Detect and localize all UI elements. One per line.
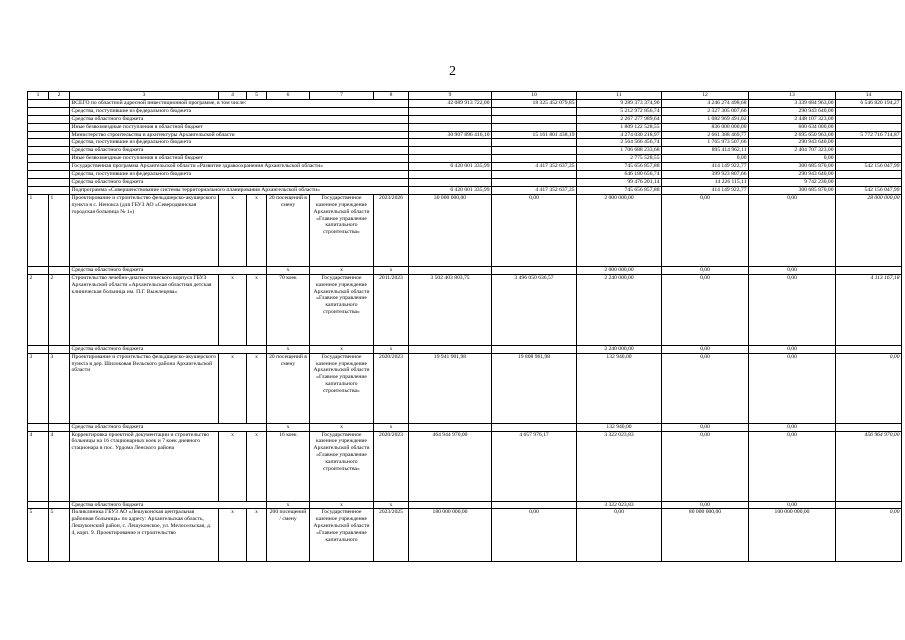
capacity-cell: 20 посещений в смену <box>267 353 310 423</box>
blank-cell <box>28 345 49 353</box>
value-cell: 14 226 115,11 <box>662 178 749 186</box>
funding-row <box>28 345 902 353</box>
project-name: Поликлиника ГБУЗ АО «Лешуконская центральная районная больница» по адресу: Архангельская область, Лешуконский район, с. Лешуконское, ул. Мелосельская, д. 4, корп. 9. Проектирование и строительство <box>70 509 219 562</box>
summary-label: Министерство строительства и архитектуры Архангельской области <box>70 131 409 139</box>
value-cell: 0,00 <box>749 353 836 423</box>
blank-cell <box>49 501 70 509</box>
capacity-cell: 16 коек <box>267 431 310 501</box>
cell-x: x <box>219 274 247 345</box>
value-cell: 300 685 870,00 <box>749 186 836 194</box>
customer-cell: Государственное казенное учреждение Архангельской области «Главное управление капитального строительства» <box>310 353 374 423</box>
blank-cell <box>836 266 902 274</box>
blank-cell <box>49 345 70 353</box>
value-cell <box>836 107 902 115</box>
cell-x: x <box>267 423 310 431</box>
value-cell <box>409 171 492 179</box>
cell-x: x <box>247 353 267 423</box>
value-cell <box>492 171 577 179</box>
blank-cell <box>409 266 492 274</box>
value-cell <box>836 147 902 155</box>
column-number-cell: 7 <box>310 92 374 100</box>
value-cell: 4 417 352 637,35 <box>492 163 577 171</box>
summary-row <box>28 131 902 139</box>
value-cell: 1 706 688 233,68 <box>577 147 662 155</box>
blank-cell <box>28 99 70 107</box>
value-cell: 0,00 <box>749 501 836 509</box>
blank-cell <box>28 123 70 131</box>
funding-row <box>28 501 902 509</box>
value-cell: 895 414 962,11 <box>662 147 749 155</box>
value-cell: 5 212 972 856,74 <box>577 107 662 115</box>
value-cell: 0,00 <box>662 431 749 501</box>
cell-x: x <box>374 423 409 431</box>
cell-x: x <box>310 501 374 509</box>
value-cell: 456 964 970,00 <box>836 431 902 501</box>
value-cell: 0,00 <box>749 194 836 266</box>
project-row <box>28 353 902 423</box>
value-cell: 0,00 <box>836 509 902 562</box>
value-cell: 4 113 167,18 <box>836 274 902 345</box>
summary-row <box>28 99 902 107</box>
funding-label: Средства областного бюджета <box>70 345 267 353</box>
value-cell: 300 685 870,00 <box>749 163 836 171</box>
value-cell: 3 322 023,83 <box>577 431 662 501</box>
value-cell: 2 000 000,00 <box>577 194 662 266</box>
value-cell <box>492 123 577 131</box>
value-cell: 132 940,00 <box>577 353 662 423</box>
value-cell: 0,00 <box>749 266 836 274</box>
value-cell: 399 923 807,66 <box>662 171 749 179</box>
blank-cell <box>28 115 70 123</box>
value-cell: 414 149 922,77 <box>662 186 749 194</box>
value-cell <box>836 115 902 123</box>
project-row <box>28 274 902 345</box>
summary-label: Подпрограмма «Совершенствование системы территориального планирования Архангельской области» <box>70 186 409 194</box>
value-cell <box>836 155 902 163</box>
column-number-cell: 13 <box>749 92 836 100</box>
blank-cell <box>28 139 70 147</box>
summary-label: Иные безвозмездные поступления в областной бюджет <box>70 123 409 131</box>
cell-x: x <box>247 509 267 562</box>
value-cell: 19 808 961,98 <box>492 353 577 423</box>
summary-label: Средства, поступившие из федерального бюджета <box>70 107 409 115</box>
blank-cell <box>836 423 902 431</box>
column-number-cell: 4 <box>219 92 247 100</box>
row-number: 3 <box>49 353 70 423</box>
blank-cell <box>409 345 492 353</box>
column-number-cell: 3 <box>70 92 219 100</box>
summary-label: Средства областного бюджета <box>70 147 409 155</box>
value-cell: 745 656 857,88 <box>577 163 662 171</box>
value-cell: 2 000 000,00 <box>577 266 662 274</box>
value-cell: 2 448 107 323,00 <box>749 115 836 123</box>
blank-cell <box>28 423 49 431</box>
summary-label: Средства областного бюджета <box>70 115 409 123</box>
value-cell <box>492 139 577 147</box>
row-number: 2 <box>28 274 49 345</box>
funding-label: Средства областного бюджета <box>70 266 267 274</box>
customer-cell: Государственное казенное учреждение Архангельской области «Главное управление капитального строительства» <box>310 194 374 266</box>
row-number: 2 <box>49 274 70 345</box>
summary-label: Иные безвозмездные поступления в областной бюджет <box>70 155 409 163</box>
value-cell: 99 476 201,14 <box>577 178 662 186</box>
row-number: 5 <box>28 509 49 562</box>
value-cell: 19 941 901,98 <box>409 353 492 423</box>
value-cell <box>409 107 492 115</box>
value-cell: 0,00 <box>577 509 662 562</box>
value-cell <box>409 178 492 186</box>
value-cell: 0,00 <box>662 345 749 353</box>
column-number-cell: 2 <box>49 92 70 100</box>
project-row <box>28 509 902 562</box>
summary-row <box>28 123 902 131</box>
value-cell <box>492 155 577 163</box>
value-cell: 0,00 <box>662 423 749 431</box>
value-cell <box>409 123 492 131</box>
column-number-cell: 5 <box>247 92 267 100</box>
value-cell: 0,00 <box>662 155 749 163</box>
value-cell: 0,00 <box>749 423 836 431</box>
cell-x: x <box>219 431 247 501</box>
column-number-cell: 9 <box>409 92 492 100</box>
blank-cell <box>28 501 49 509</box>
value-cell: 1 809 122 528,55 <box>577 123 662 131</box>
summary-row <box>28 186 902 194</box>
summary-row <box>28 155 902 163</box>
summary-row <box>28 147 902 155</box>
value-cell: 0,00 <box>749 155 836 163</box>
summary-label: ВСЕГО по областной адресной инвестиционной программе, в том числе: <box>70 99 409 107</box>
value-cell: 6 420 001 335,99 <box>409 186 492 194</box>
capacity-cell: 70 коек <box>267 274 310 345</box>
value-cell <box>492 147 577 155</box>
value-cell: 2 240 000,00 <box>577 274 662 345</box>
blank-cell <box>409 501 492 509</box>
value-cell: 6 420 001 335,99 <box>409 163 492 171</box>
value-cell: 30 000 000,00 <box>409 194 492 266</box>
value-cell: 2 695 650 963,00 <box>749 131 836 139</box>
blank-cell <box>492 423 577 431</box>
project-name: Строительство лечебно-диагностического корпуса ГБУЗ Архангельской области «Архангельская областная детская клиническая больница им. П.Г. Выжлецова» <box>70 274 219 345</box>
value-cell: 464 944 970,00 <box>409 431 492 501</box>
years-cell: 2023/2025 <box>374 509 409 562</box>
row-number: 1 <box>49 194 70 266</box>
value-cell: 0,00 <box>749 345 836 353</box>
cell-x: x <box>374 345 409 353</box>
cell-x: x <box>310 423 374 431</box>
value-cell: 3 339 684 963,00 <box>749 99 836 107</box>
value-cell: 290 943 640,00 <box>749 107 836 115</box>
value-cell <box>836 178 902 186</box>
cell-x: x <box>247 431 267 501</box>
value-cell: 3 496 050 636,57 <box>492 274 577 345</box>
value-cell: 290 943 640,00 <box>749 171 836 179</box>
value-cell: 2 240 000,00 <box>577 345 662 353</box>
page-number: 2 <box>449 64 456 79</box>
summary-row <box>28 107 902 115</box>
project-name: Проектирование и строительство фельдшерско-акушерского пункта в дер. Шилоковая Вельского района Архангельской области <box>70 353 219 423</box>
value-cell: 0,00 <box>662 501 749 509</box>
value-cell: 5 772 716 714,87 <box>836 131 902 139</box>
value-cell: 0,00 <box>492 509 577 562</box>
value-cell: 9 289 373 374,90 <box>577 99 662 107</box>
cell-x: x <box>310 266 374 274</box>
column-number-cell: 10 <box>492 92 577 100</box>
value-cell <box>409 115 492 123</box>
blank-cell <box>28 147 70 155</box>
summary-row <box>28 139 902 147</box>
value-cell: 132 940,00 <box>577 423 662 431</box>
cell-x: x <box>267 345 310 353</box>
blank-cell <box>28 186 70 194</box>
summary-label: Средства, поступившие из федерального бюджета <box>70 139 409 147</box>
value-cell: 4 417 352 637,35 <box>492 186 577 194</box>
cell-x: x <box>374 266 409 274</box>
row-number: 3 <box>28 353 49 423</box>
customer-cell: Государственное казенное учреждение Архангельской области «Главное управление капитального <box>310 509 374 562</box>
value-cell: 0,00 <box>662 353 749 423</box>
value-cell: 15 161 801 438,19 <box>492 131 577 139</box>
value-cell: 745 656 857,88 <box>577 186 662 194</box>
value-cell <box>409 155 492 163</box>
value-cell: 0,00 <box>662 194 749 266</box>
value-cell: 542 156 047,99 <box>836 163 902 171</box>
blank-cell <box>28 171 70 179</box>
value-cell: 3 502 403 803,75 <box>409 274 492 345</box>
value-cell <box>836 123 902 131</box>
value-cell: 4 246 274 498,68 <box>662 99 749 107</box>
years-cell: 2011/2023 <box>374 274 409 345</box>
value-cell: 3 322 023,83 <box>577 501 662 509</box>
blank-cell <box>28 155 70 163</box>
blank-cell <box>492 501 577 509</box>
summary-row <box>28 171 902 179</box>
cell-x: x <box>247 194 267 266</box>
blank-cell <box>492 266 577 274</box>
cell-x: x <box>247 274 267 345</box>
project-name: Проектирование и строительство фельдшерско-акушерского пункта в с. Ненокса (для ГБУЗ АО «Северодвинская городская больница № 1») <box>70 194 219 266</box>
blank-cell <box>492 345 577 353</box>
capacity-cell: 200 посещений / смену <box>267 509 310 562</box>
value-cell: 28 000 000,00 <box>836 194 902 266</box>
years-cell: 2020/2023 <box>374 353 409 423</box>
value-cell: 414 149 922,77 <box>662 163 749 171</box>
funding-label: Средства областного бюджета <box>70 501 267 509</box>
value-cell <box>836 139 902 147</box>
value-cell: 2 661 388 469,77 <box>662 131 749 139</box>
value-cell <box>492 115 577 123</box>
blank-cell <box>49 423 70 431</box>
value-cell: 18 325 452 079,85 <box>492 99 577 107</box>
column-number-cell: 14 <box>836 92 902 100</box>
value-cell: 2 267 277 989,64 <box>577 115 662 123</box>
value-cell: 4 274 030 218,97 <box>577 131 662 139</box>
value-cell: 42 089 913 722,00 <box>409 99 492 107</box>
column-number-cell: 8 <box>374 92 409 100</box>
blank-cell <box>49 266 70 274</box>
value-cell: 2 564 566 456,74 <box>577 139 662 147</box>
blank-cell <box>28 107 70 115</box>
summary-row <box>28 163 902 171</box>
cell-x: x <box>219 194 247 266</box>
value-cell: 2 327 305 007,66 <box>662 107 749 115</box>
value-cell: 0,00 <box>662 274 749 345</box>
value-cell: 4 657 976,17 <box>492 431 577 501</box>
value-cell <box>409 139 492 147</box>
blank-cell <box>409 423 492 431</box>
value-cell: 1 765 973 507,66 <box>662 139 749 147</box>
value-cell: 600 634 000,00 <box>749 123 836 131</box>
cell-x: x <box>267 266 310 274</box>
value-cell: 2 404 707 323,00 <box>749 147 836 155</box>
project-row <box>28 431 902 501</box>
value-cell: 30 907 896 416,10 <box>409 131 492 139</box>
value-cell: 290 943 640,00 <box>749 139 836 147</box>
value-cell: 0,00 <box>749 274 836 345</box>
funding-label: Средства областного бюджета <box>70 423 267 431</box>
value-cell: 9 742 230,00 <box>749 178 836 186</box>
column-number-cell: 12 <box>662 92 749 100</box>
value-cell: 2 775 528,55 <box>577 155 662 163</box>
column-number-cell: 1 <box>28 92 49 100</box>
customer-cell: Государственное казенное учреждение Архангельской области «Главное управление капитального строительства» <box>310 274 374 345</box>
value-cell: 0,00 <box>836 353 902 423</box>
value-cell <box>492 178 577 186</box>
cell-x: x <box>374 501 409 509</box>
blank-cell <box>28 131 70 139</box>
funding-row <box>28 423 902 431</box>
value-cell <box>492 107 577 115</box>
customer-cell: Государственное казенное учреждение Архангельской области «Главное управление капитального строительства» <box>310 431 374 501</box>
cell-x: x <box>219 509 247 562</box>
blank-cell <box>28 178 70 186</box>
value-cell: 836 000 000,00 <box>662 123 749 131</box>
project-row <box>28 194 902 266</box>
row-number: 4 <box>28 431 49 501</box>
years-cell: 2023/2026 <box>374 194 409 266</box>
value-cell: 1 082 969 491,02 <box>662 115 749 123</box>
years-cell: 2020/2023 <box>374 431 409 501</box>
summary-row <box>28 178 902 186</box>
value-cell: 646 180 656,74 <box>577 171 662 179</box>
project-name: Корректировка проектной документации и строительство больницы на 16 стационарных коек и 7 коек дневного стационара в пос. Урдома Ленского района <box>70 431 219 501</box>
value-cell: 0,00 <box>749 431 836 501</box>
summary-row <box>28 115 902 123</box>
value-cell: 0,00 <box>492 194 577 266</box>
cell-x: x <box>310 345 374 353</box>
funding-row <box>28 266 902 274</box>
capacity-cell: 20 посещений в смену <box>267 194 310 266</box>
header-row <box>28 92 902 100</box>
value-cell <box>836 171 902 179</box>
summary-label: Средства, поступившие из федерального бюджета <box>70 171 409 179</box>
value-cell: 542 156 047,99 <box>836 186 902 194</box>
row-number: 1 <box>28 194 49 266</box>
cell-x: x <box>219 353 247 423</box>
blank-cell <box>28 266 49 274</box>
column-number-cell: 6 <box>267 92 310 100</box>
row-number: 5 <box>49 509 70 562</box>
value-cell: 6 546 820 194,27 <box>836 99 902 107</box>
cell-x: x <box>267 501 310 509</box>
value-cell: 180 000 000,00 <box>409 509 492 562</box>
value-cell <box>409 147 492 155</box>
value-cell: 80 000 000,00 <box>662 509 749 562</box>
blank-cell <box>28 163 70 171</box>
summary-label: Средства областного бюджета <box>70 178 409 186</box>
row-number: 4 <box>49 431 70 501</box>
blank-cell <box>836 345 902 353</box>
column-number-cell: 11 <box>577 92 662 100</box>
value-cell: 0,00 <box>662 266 749 274</box>
value-cell: 100 000 000,00 <box>749 509 836 562</box>
investment-program-table <box>27 91 902 562</box>
blank-cell <box>836 501 902 509</box>
summary-label: Государственная программа Архангельской области «Развитие здравоохранения Архангельской области» <box>70 163 409 171</box>
